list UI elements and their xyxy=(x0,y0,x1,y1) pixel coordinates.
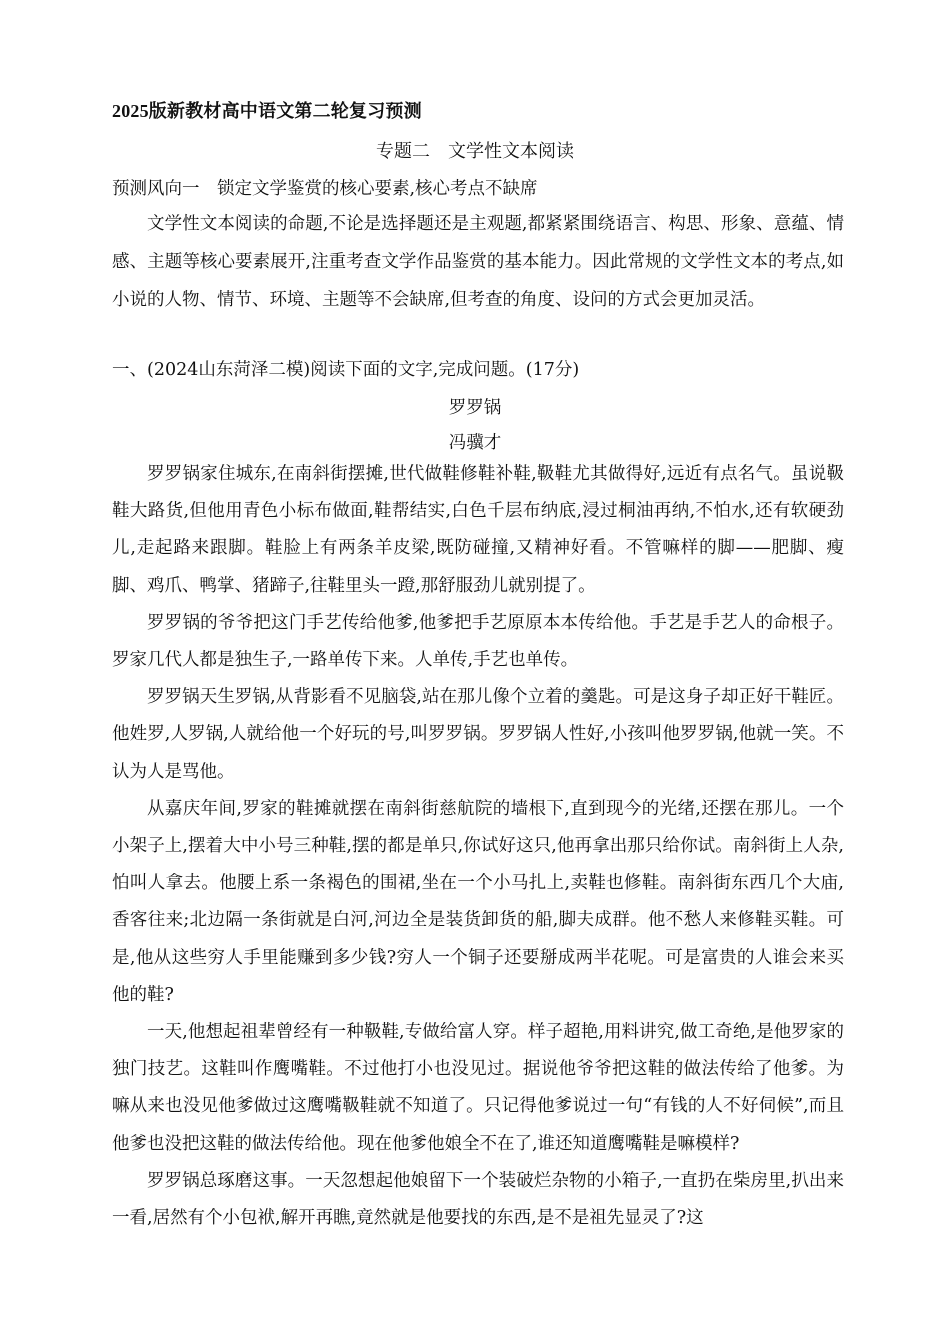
intro-paragraph: 文学性文本阅读的命题,不论是选择题还是主观题,都紧紧围绕语言、构思、形象、意蕴、情感、主题等核心要素展开,注重考查文学作品鉴赏的基本能力。因此常规的文学性文本的考点,如小说的人物、情节、环境、主题等不会缺席,但考查的角度、设问的方式会更加灵活。 xyxy=(112,214,844,310)
story-paragraph: 罗罗锅天生罗锅,从背影看不见脑袋,站在那儿像个立着的羹匙。可是这身子却正好干鞋匠。他姓罗,人罗锅,人就给他一个好玩的号,叫罗罗锅。罗罗锅人性好,小孩叫他罗罗锅,他就一笑。不认为人是骂他。 xyxy=(112,687,844,782)
story-paragraph: 从嘉庆年间,罗家的鞋摊就摆在南斜街慈航院的墙根下,直到现今的光绪,还摆在那儿。一个小架子上,摆着大中小号三种鞋,摆的都是单只,你试好这只,他再拿出那只给你试。南斜街上人杂,怕叫人拿去。他腰上系一条褐色的围裙,坐在一个小马扎上,卖鞋也修鞋。南斜街东西几个大庙,香客往来;北边隔一条街就是白河,河边全是装货卸货的船,脚夫成群。他不愁人来修鞋买鞋。可是,他从这些穷人手里能赚到多少钱?穷人一个铜子还要掰成两半花呢。可是富贵的人谁会来买他的鞋? xyxy=(112,798,844,1005)
subject-title: 专题二 文学性文本阅读 xyxy=(376,141,574,162)
doc-header: 2025版新教材高中语文第二轮复习预测 xyxy=(112,101,422,121)
question-header: 一、(2024山东菏泽二模)阅读下面的文字,完成问题。(17分) xyxy=(112,360,580,380)
story-paragraph: 罗罗锅的爷爷把这门手艺传给他爹,他爹把手艺原原本本传给他。手艺是手艺人的命根子。罗家几代人都是独生子,一路单传下来。人单传,手艺也单传。 xyxy=(112,612,844,671)
direction-heading: 预测风向一 锁定文学鉴赏的核心要素,核心考点不缺席 xyxy=(112,179,538,199)
story-title: 罗罗锅 xyxy=(448,398,502,418)
story-paragraph: 罗罗锅家住城东,在南斜街摆摊,世代做鞋修鞋补鞋,靸鞋尤其做得好,远近有点名气。虽说靸鞋大路货,但他用青色小标布做面,鞋帮结实,白色千层布纳底,浸过桐油再纳,不怕水,还有软硬劲儿,走起路来跟脚。鞋脸上有两条羊皮梁,既防碰撞,又精神好看。不管嘛样的脚——肥脚、瘦脚、鸡爪、鸭掌、猪蹄子,往鞋里头一蹬,那舒服劲儿就别提了。 xyxy=(112,464,844,596)
story-paragraph: 罗罗锅总琢磨这事。一天忽想起他娘留下一个装破烂杂物的小箱子,一直扔在柴房里,扒出来一看,居然有个小包袱,解开再瞧,竟然就是他要找的东西,是不是祖先显灵了?这 xyxy=(112,1170,844,1229)
story-body xyxy=(112,456,844,1237)
story-author: 冯骥才 xyxy=(448,433,502,453)
story-paragraph: 一天,他想起祖辈曾经有一种靸鞋,专做给富人穿。样子超艳,用料讲究,做工奇绝,是他罗家的独门技艺。这鞋叫作鹰嘴鞋。不过他打小也没见过。据说他爷爷把这鞋的做法传给了他爹。为嘛从来也没见他爹做过这鹰嘴靸鞋就不知道了。只记得他爹说过一句“有钱的人不好伺候”,而且他爹也没把这鞋的做法传给他。现在他爹他娘全不在了,谁还知道鹰嘴鞋是嘛模样? xyxy=(112,1022,844,1154)
